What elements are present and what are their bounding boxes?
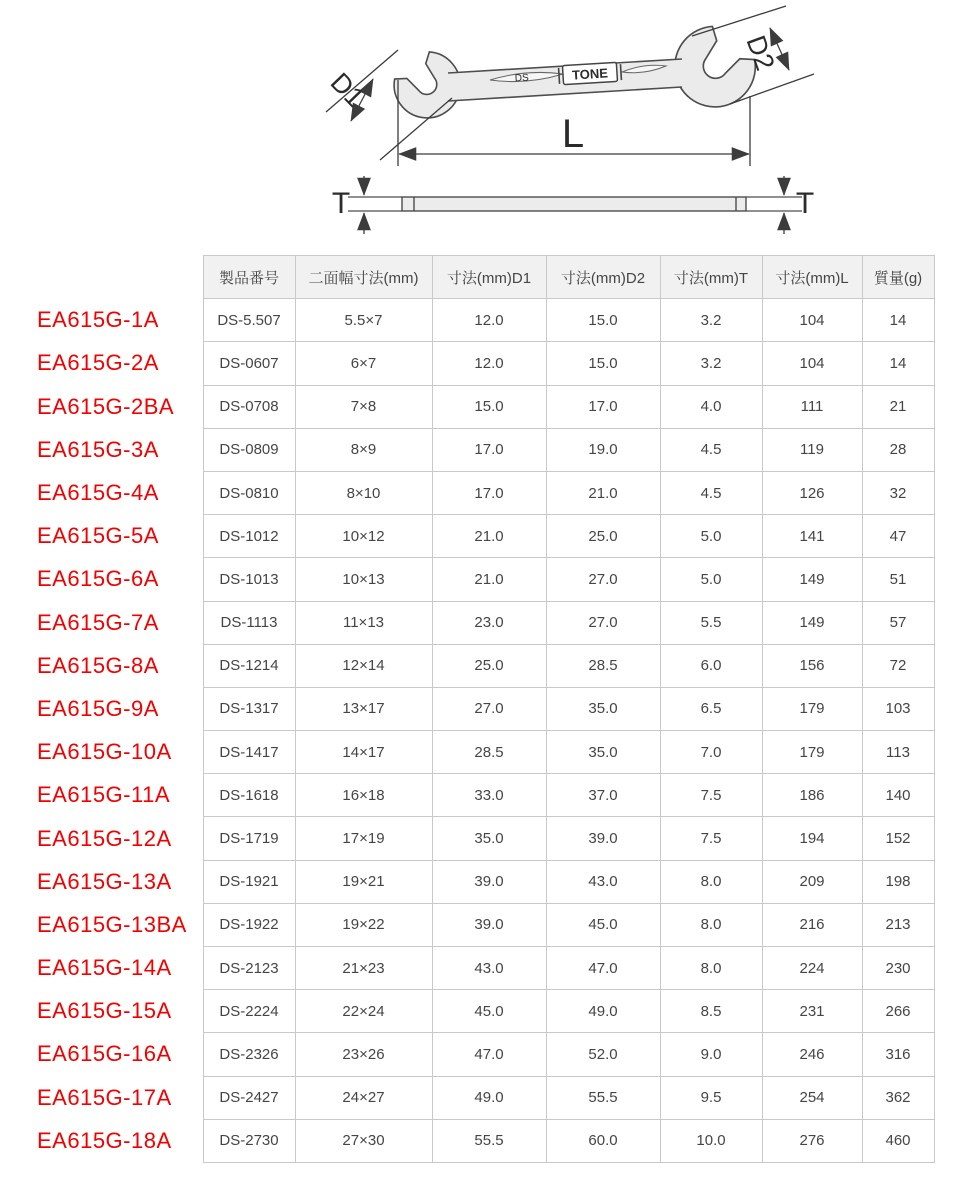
model-code-link[interactable]: EA615G-7A xyxy=(37,609,159,635)
t-cell: 6.5 xyxy=(660,687,762,730)
model-code-link[interactable]: EA615G-11A xyxy=(37,782,171,808)
part-no-cell: DS-5.507 xyxy=(203,299,295,342)
table-row xyxy=(0,515,934,558)
t-cell: 4.0 xyxy=(660,385,762,428)
l-cell: 126 xyxy=(762,471,862,514)
part-no-cell: DS-2427 xyxy=(203,1076,295,1119)
l-cell: 179 xyxy=(762,687,862,730)
header-t: 寸法(mm)T xyxy=(660,256,762,299)
size-cell: 16×18 xyxy=(295,774,432,817)
d2-cell: 25.0 xyxy=(546,515,660,558)
table-row xyxy=(0,299,934,342)
l-cell: 216 xyxy=(762,903,862,946)
model-code-link[interactable]: EA615G-2A xyxy=(37,350,159,376)
size-cell: 11×13 xyxy=(295,601,432,644)
mass-cell: 14 xyxy=(862,299,934,342)
part-no-cell: DS-0809 xyxy=(203,428,295,471)
mass-cell: 57 xyxy=(862,601,934,644)
d2-cell: 19.0 xyxy=(546,428,660,471)
d2-cell: 55.5 xyxy=(546,1076,660,1119)
l-cell: 209 xyxy=(762,860,862,903)
l-cell: 246 xyxy=(762,1033,862,1076)
d1-cell: 21.0 xyxy=(432,558,546,601)
d2-cell: 43.0 xyxy=(546,860,660,903)
size-cell: 27×30 xyxy=(295,1119,432,1162)
table-row xyxy=(0,1076,934,1119)
table-row xyxy=(0,385,934,428)
mass-cell: 198 xyxy=(862,860,934,903)
mass-cell: 362 xyxy=(862,1076,934,1119)
d1-cell: 33.0 xyxy=(432,774,546,817)
model-code-link[interactable]: EA615G-9A xyxy=(37,695,159,721)
table-row xyxy=(0,1033,934,1076)
model-code-link[interactable]: EA615G-13BA xyxy=(37,911,187,937)
l-cell: 149 xyxy=(762,601,862,644)
d1-cell: 28.5 xyxy=(432,731,546,774)
d1-label: D1 xyxy=(324,66,371,113)
l-cell: 231 xyxy=(762,990,862,1033)
model-code-link[interactable]: EA615G-8A xyxy=(37,652,159,678)
table-row xyxy=(0,860,934,903)
d2-cell: 35.0 xyxy=(546,731,660,774)
mass-cell: 103 xyxy=(862,687,934,730)
model-code-link[interactable]: EA615G-18A xyxy=(37,1127,172,1153)
l-label: L xyxy=(561,112,585,156)
t-label-left: T xyxy=(331,187,351,220)
part-no-cell: DS-1922 xyxy=(203,903,295,946)
part-no-cell: DS-2326 xyxy=(203,1033,295,1076)
model-code-link[interactable]: EA615G-17A xyxy=(37,1084,172,1110)
d2-label: D2 xyxy=(740,31,781,75)
size-cell: 13×17 xyxy=(295,687,432,730)
l-cell: 224 xyxy=(762,947,862,990)
l-cell: 111 xyxy=(762,385,862,428)
l-cell: 104 xyxy=(762,342,862,385)
model-code-link[interactable]: EA615G-5A xyxy=(37,523,159,549)
t-cell: 9.5 xyxy=(660,1076,762,1119)
model-code-link[interactable]: EA615G-10A xyxy=(37,739,172,765)
d2-cell: 17.0 xyxy=(546,385,660,428)
wrench-side-view xyxy=(348,197,802,211)
t-cell: 8.0 xyxy=(660,947,762,990)
l-cell: 119 xyxy=(762,428,862,471)
part-no-cell: DS-1012 xyxy=(203,515,295,558)
t-cell: 6.0 xyxy=(660,644,762,687)
l-cell: 276 xyxy=(762,1119,862,1162)
part-no-cell: DS-2730 xyxy=(203,1119,295,1162)
t-cell: 10.0 xyxy=(660,1119,762,1162)
part-no-cell: DS-1214 xyxy=(203,644,295,687)
mass-cell: 113 xyxy=(862,731,934,774)
header-spacer xyxy=(0,256,203,299)
d1-cell: 35.0 xyxy=(432,817,546,860)
d2-cell: 27.0 xyxy=(546,558,660,601)
d1-cell: 43.0 xyxy=(432,947,546,990)
l-cell: 194 xyxy=(762,817,862,860)
mass-cell: 28 xyxy=(862,428,934,471)
mass-cell: 21 xyxy=(862,385,934,428)
t-cell: 5.0 xyxy=(660,515,762,558)
l-cell: 254 xyxy=(762,1076,862,1119)
d2-cell: 35.0 xyxy=(546,687,660,730)
part-no-cell: DS-1921 xyxy=(203,860,295,903)
mass-cell: 47 xyxy=(862,515,934,558)
ds-engraving: DS xyxy=(514,72,530,85)
t-cell: 4.5 xyxy=(660,471,762,514)
model-code-link[interactable]: EA615G-13A xyxy=(37,868,172,894)
model-code-link[interactable]: EA615G-3A xyxy=(37,436,159,462)
t-cell: 7.5 xyxy=(660,774,762,817)
table-row xyxy=(0,428,934,471)
mass-cell: 213 xyxy=(862,903,934,946)
tone-logo-text: TONE xyxy=(571,65,609,83)
d1-cell: 55.5 xyxy=(432,1119,546,1162)
part-no-cell: DS-1417 xyxy=(203,731,295,774)
table-row xyxy=(0,687,934,730)
d1-cell: 25.0 xyxy=(432,644,546,687)
l-cell: 104 xyxy=(762,299,862,342)
d2-cell: 27.0 xyxy=(546,601,660,644)
l-cell: 141 xyxy=(762,515,862,558)
header-size: 二面幅寸法(mm) xyxy=(295,256,432,299)
d2-cell: 49.0 xyxy=(546,990,660,1033)
size-cell: 19×21 xyxy=(295,860,432,903)
mass-cell: 152 xyxy=(862,817,934,860)
d2-cell: 15.0 xyxy=(546,299,660,342)
d1-cell: 49.0 xyxy=(432,1076,546,1119)
mass-cell: 230 xyxy=(862,947,934,990)
d1-cell: 27.0 xyxy=(432,687,546,730)
table-row xyxy=(0,1119,934,1162)
size-cell: 8×10 xyxy=(295,471,432,514)
size-cell: 6×7 xyxy=(295,342,432,385)
size-cell: 10×12 xyxy=(295,515,432,558)
d1-cell: 12.0 xyxy=(432,299,546,342)
d1-cell: 15.0 xyxy=(432,385,546,428)
size-cell: 23×26 xyxy=(295,1033,432,1076)
mass-cell: 316 xyxy=(862,1033,934,1076)
size-cell: 24×27 xyxy=(295,1076,432,1119)
d1-cell: 17.0 xyxy=(432,428,546,471)
part-no-cell: DS-0607 xyxy=(203,342,295,385)
size-cell: 12×14 xyxy=(295,644,432,687)
size-cell: 8×9 xyxy=(295,428,432,471)
model-code-link[interactable]: EA615G-15A xyxy=(37,998,172,1024)
table-row xyxy=(0,471,934,514)
model-code-link[interactable]: EA615G-4A xyxy=(37,480,159,506)
part-no-cell: DS-1618 xyxy=(203,774,295,817)
spec-table-body xyxy=(0,299,934,1163)
wrench-diagram xyxy=(0,0,974,248)
d1-cell: 12.0 xyxy=(432,342,546,385)
d2-cell: 15.0 xyxy=(546,342,660,385)
size-cell: 22×24 xyxy=(295,990,432,1033)
d1-cell: 39.0 xyxy=(432,860,546,903)
d2-cell: 39.0 xyxy=(546,817,660,860)
model-code-link[interactable]: EA615G-6A xyxy=(37,566,159,592)
size-cell: 21×23 xyxy=(295,947,432,990)
table-row xyxy=(0,601,934,644)
table-row xyxy=(0,342,934,385)
size-cell: 5.5×7 xyxy=(295,299,432,342)
t-cell: 7.0 xyxy=(660,731,762,774)
t-cell: 5.5 xyxy=(660,601,762,644)
part-no-cell: DS-2123 xyxy=(203,947,295,990)
t-cell: 8.5 xyxy=(660,990,762,1033)
part-no-cell: DS-1317 xyxy=(203,687,295,730)
d2-cell: 21.0 xyxy=(546,471,660,514)
model-code-link[interactable]: EA615G-12A xyxy=(37,825,172,851)
l-cell: 149 xyxy=(762,558,862,601)
d2-cell: 47.0 xyxy=(546,947,660,990)
model-code-link[interactable]: EA615G-1A xyxy=(37,307,159,333)
size-cell: 10×13 xyxy=(295,558,432,601)
t-cell: 8.0 xyxy=(660,860,762,903)
part-no-cell: DS-1719 xyxy=(203,817,295,860)
part-no-cell: DS-0708 xyxy=(203,385,295,428)
mass-cell: 460 xyxy=(862,1119,934,1162)
d2-cell: 28.5 xyxy=(546,644,660,687)
size-cell: 17×19 xyxy=(295,817,432,860)
size-cell: 14×17 xyxy=(295,731,432,774)
mass-cell: 266 xyxy=(862,990,934,1033)
d1-cell: 17.0 xyxy=(432,471,546,514)
l-cell: 186 xyxy=(762,774,862,817)
t-cell: 9.0 xyxy=(660,1033,762,1076)
table-row xyxy=(0,558,934,601)
header-part-no: 製品番号 xyxy=(203,256,295,299)
part-no-cell: DS-1013 xyxy=(203,558,295,601)
d1-cell: 45.0 xyxy=(432,990,546,1033)
d1-cell: 23.0 xyxy=(432,601,546,644)
d1-cell: 39.0 xyxy=(432,903,546,946)
d2-cell: 45.0 xyxy=(546,903,660,946)
header-d1: 寸法(mm)D1 xyxy=(432,256,546,299)
d2-cell: 60.0 xyxy=(546,1119,660,1162)
t-cell: 5.0 xyxy=(660,558,762,601)
t-label-right: T xyxy=(795,187,815,220)
header-row xyxy=(0,256,934,299)
part-no-cell: DS-0810 xyxy=(203,471,295,514)
t-cell: 7.5 xyxy=(660,817,762,860)
table-row xyxy=(0,903,934,946)
part-no-cell: DS-1113 xyxy=(203,601,295,644)
tone-logo xyxy=(558,62,621,85)
table-row xyxy=(0,990,934,1033)
table-row xyxy=(0,947,934,990)
size-cell: 19×22 xyxy=(295,903,432,946)
t-cell: 3.2 xyxy=(660,299,762,342)
mass-cell: 14 xyxy=(862,342,934,385)
t-cell: 4.5 xyxy=(660,428,762,471)
mass-cell: 140 xyxy=(862,774,934,817)
table-row xyxy=(0,774,934,817)
d1-cell: 47.0 xyxy=(432,1033,546,1076)
table-row xyxy=(0,644,934,687)
t-cell: 8.0 xyxy=(660,903,762,946)
d1-cell: 21.0 xyxy=(432,515,546,558)
d2-cell: 37.0 xyxy=(546,774,660,817)
header-d2: 寸法(mm)D2 xyxy=(546,256,660,299)
table-row xyxy=(0,817,934,860)
part-no-cell: DS-2224 xyxy=(203,990,295,1033)
header-l: 寸法(mm)L xyxy=(762,256,862,299)
l-cell: 179 xyxy=(762,731,862,774)
spec-table xyxy=(0,255,935,1163)
table-row xyxy=(0,731,934,774)
model-code-link[interactable]: EA615G-2BA xyxy=(37,393,175,419)
model-code-link[interactable]: EA615G-14A xyxy=(37,955,172,981)
model-code-link[interactable]: EA615G-16A xyxy=(37,1041,172,1067)
mass-cell: 51 xyxy=(862,558,934,601)
l-cell: 156 xyxy=(762,644,862,687)
t-cell: 3.2 xyxy=(660,342,762,385)
mass-cell: 72 xyxy=(862,644,934,687)
d2-cell: 52.0 xyxy=(546,1033,660,1076)
header-mass: 質量(g) xyxy=(862,256,934,299)
mass-cell: 32 xyxy=(862,471,934,514)
size-cell: 7×8 xyxy=(295,385,432,428)
